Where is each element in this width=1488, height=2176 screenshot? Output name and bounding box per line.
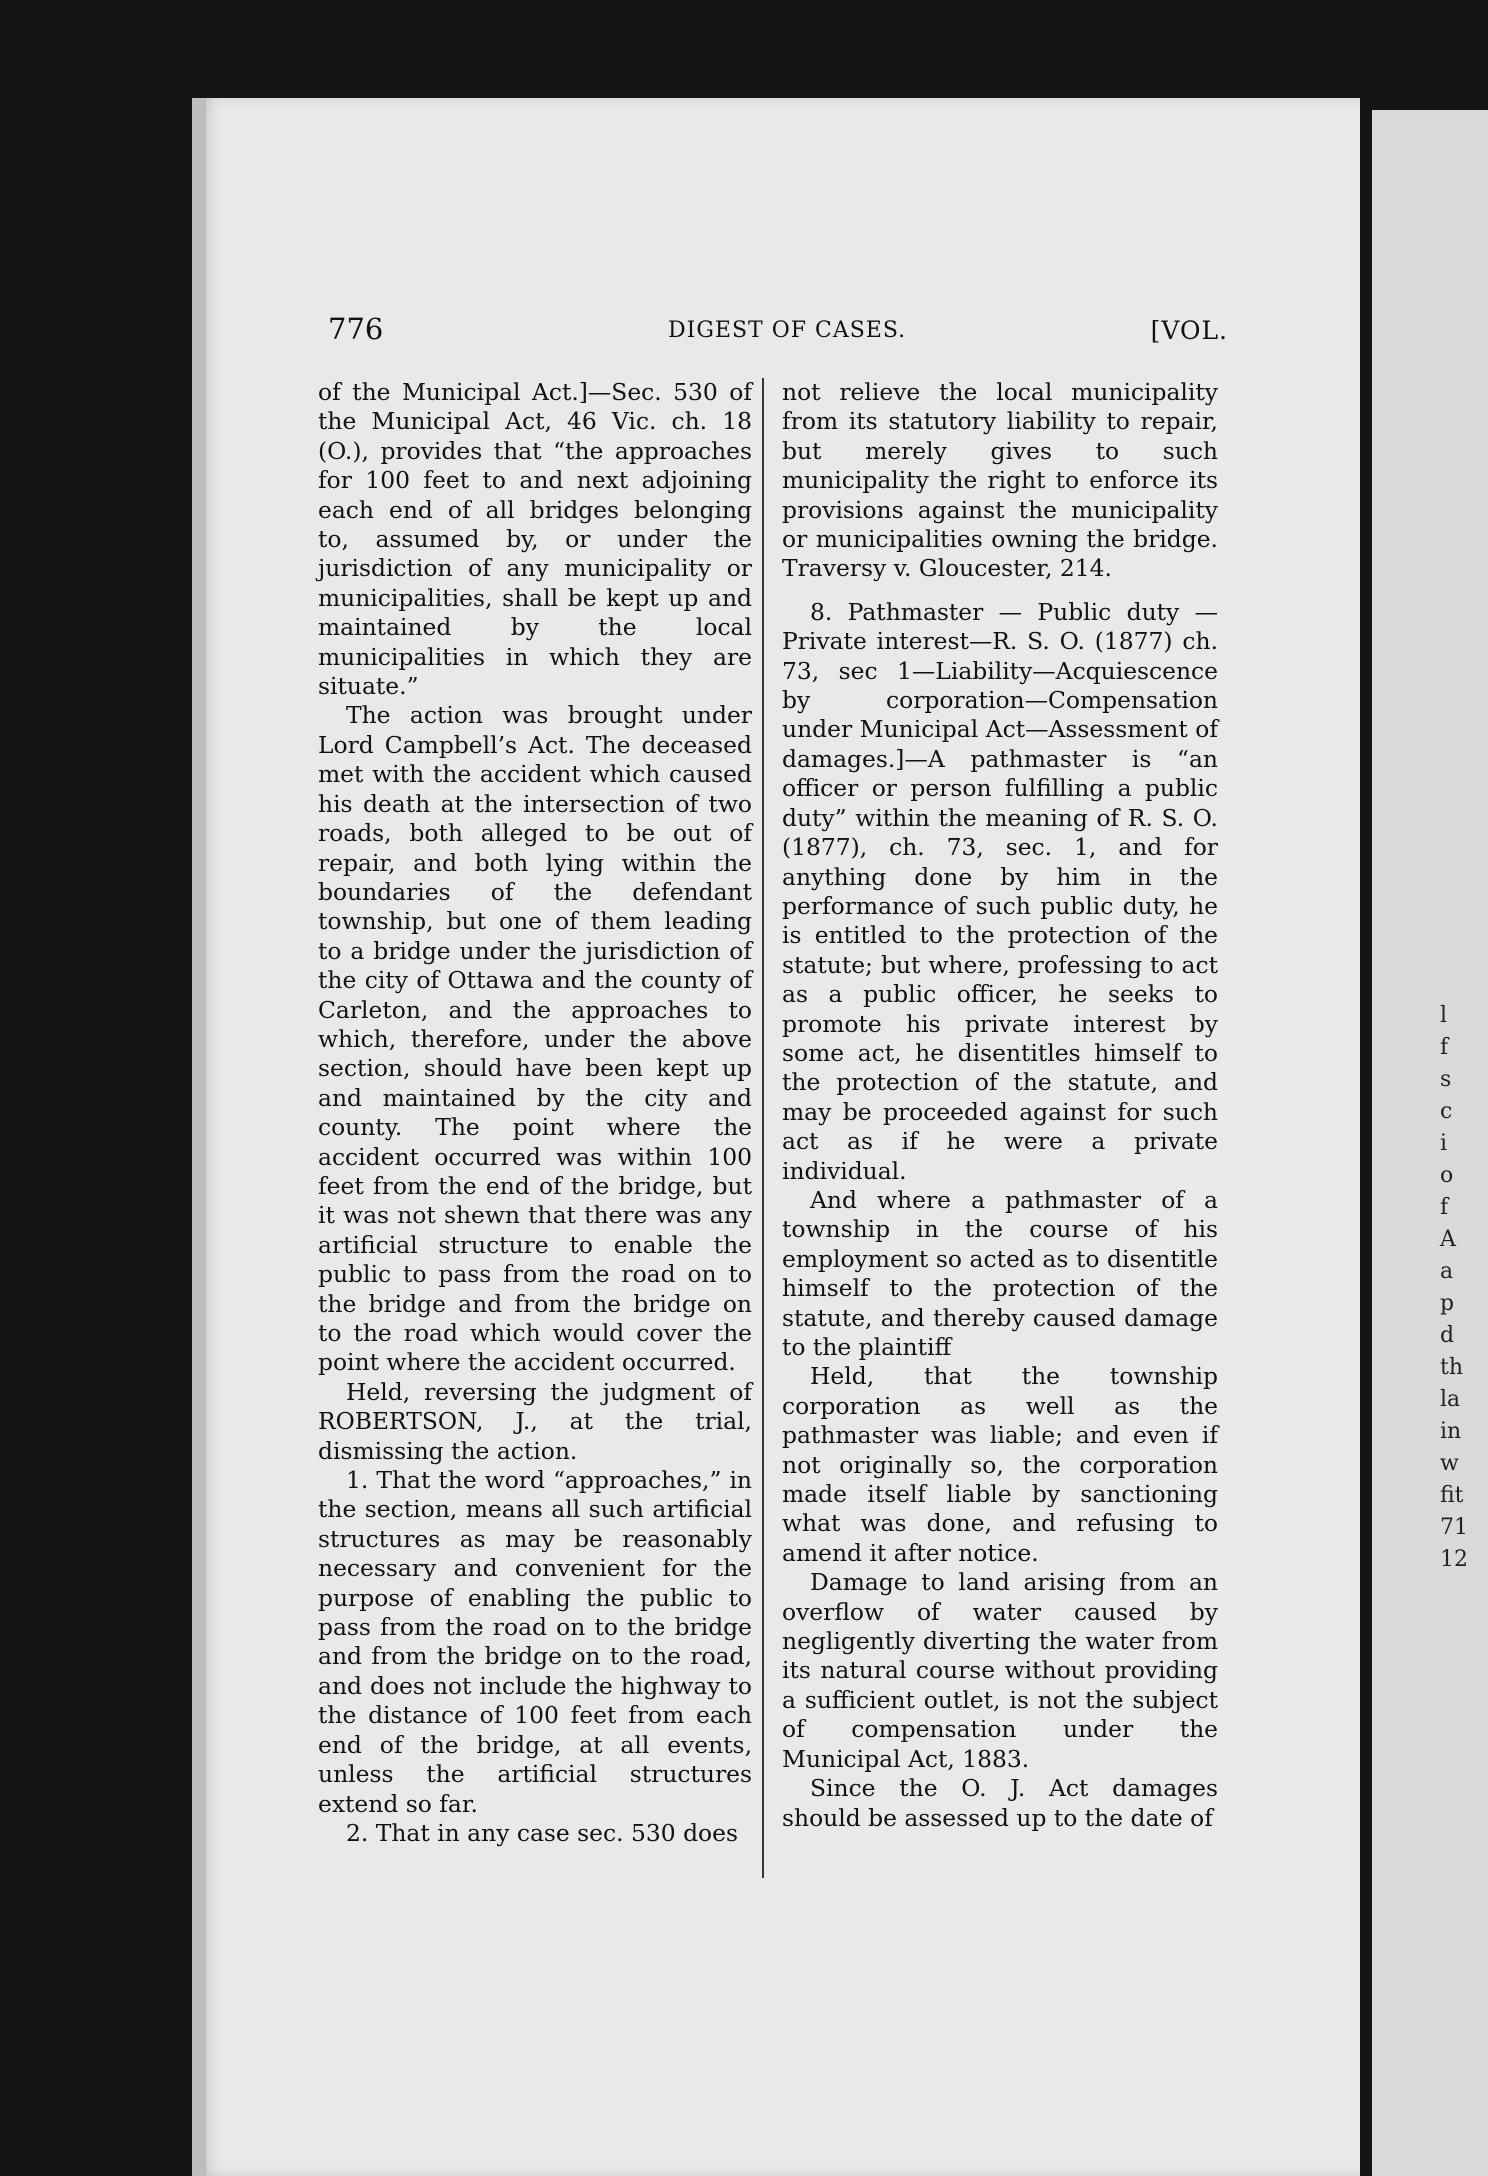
paragraph: 2. That in any case sec. 530 does bbox=[346, 1818, 738, 1847]
fragment: i bbox=[1440, 1131, 1448, 1156]
fragment: s bbox=[1440, 1067, 1452, 1092]
volume-label: [VOL. bbox=[1150, 316, 1228, 345]
fragment: l bbox=[1440, 1003, 1448, 1028]
paragraph: 1. That the word “approaches,” in the section, means all such artificial structures as may be reasonably necessary and convenient for the purpose of enabling the public to pass from the road on to the bridge and from the bridge on to the road, and does not include the highway to the distance of 100 feet from each end of the bridge, at all events, unless the artificial structures extend so far. bbox=[318, 1466, 752, 1818]
paragraph: 8. Pathmaster — Public duty — Private interest—R. S. O. (1877) ch. 73, sec 1—Liability—Acquiescence by corporation—Compensation under Municipal Act—Assessment of damages.]—A pathmaster is “an officer or person fulfilling a public duty” within the meaning of R. S. O. (1877), ch. 73, sec. 1, and for anything done by him in the performance of such public duty, he is entitled to the protection of the statute; but where, professing to act as a public officer, he seeks to promote his private interest by some act, he disentitles himself to the protection of the statute, and may be proceeded against for such act as if he were a private individual. bbox=[782, 597, 1218, 1185]
fragment: p bbox=[1440, 1291, 1455, 1316]
fragment: w bbox=[1440, 1451, 1459, 1476]
fragment: f bbox=[1440, 1195, 1449, 1220]
fragment: a bbox=[1440, 1259, 1454, 1284]
adjacent-page-fragments bbox=[1440, 1000, 1480, 1576]
fragment: in bbox=[1440, 1419, 1462, 1444]
paragraph: not relieve the local municipality from its statutory liability to repair, but merely gives to such municipality the right to enforce its provisions against the municipality or municipalities owning the bridge. Traversy v. Gloucester, 214. bbox=[782, 378, 1218, 583]
paragraph: of the Municipal Act.]—Sec. 530 of the Municipal Act, 46 Vic. ch. 18 (O.), provides that “the approaches for 100 feet to and next adjoining each end of all bridges belonging to, assumed by, or under the jurisdiction of any municipality or municipalities, shall be kept up and maintained by the local municipalities in which they are situate.” bbox=[318, 378, 752, 701]
fragment: 71 bbox=[1440, 1515, 1468, 1540]
fragment: fit bbox=[1440, 1483, 1464, 1508]
fragment: d bbox=[1440, 1323, 1455, 1348]
fragment: 12 bbox=[1440, 1547, 1468, 1572]
paragraph: And where a pathmaster of a township in the course of his employment so acted as to disentitle himself to the protection of the statute, and thereby caused damage to the plaintiff bbox=[782, 1185, 1218, 1361]
paragraph: Held, that the township corporation as well as the pathmaster was liable; and even if not originally so, the corporation made itself liable by sanctioning what was done, and refusing to amend it after notice. bbox=[782, 1362, 1218, 1567]
fragment: f bbox=[1440, 1035, 1449, 1060]
left-column bbox=[318, 378, 752, 1848]
fragment: o bbox=[1440, 1163, 1454, 1188]
page-number: 776 bbox=[328, 312, 384, 346]
fragment: la bbox=[1440, 1387, 1461, 1412]
fragment: th bbox=[1440, 1355, 1464, 1380]
right-column bbox=[782, 378, 1218, 1833]
paragraph: Damage to land arising from an overflow of water caused by negligently diverting the water from its natural course without providing a sufficient outlet, is not the subject of compensation under the Municipal Act, 1883. bbox=[782, 1568, 1218, 1773]
fragment: c bbox=[1440, 1099, 1453, 1124]
paragraph: The action was brought under Lord Campbell’s Act. The deceased met with the accident which caused his death at the intersection of two roads, both alleged to be out of repair, and both lying within the boundaries of the defendant township, but one of them leading to a bridge under the jurisdiction of the city of Ottawa and the county of Carleton, and the approaches to which, therefore, under the above section, should have been kept up and maintained by the city and county. The point where the accident occurred was within 100 feet from the end of the bridge, but it was not shewn that there was any artificial structure to enable the public to pass from the road on to the bridge and from the bridge on to the road which would cover the point where the accident occurred. bbox=[318, 701, 752, 1377]
paragraph: Since the O. J. Act damages should be assessed up to the date of bbox=[782, 1774, 1218, 1832]
fragment: A bbox=[1440, 1227, 1456, 1252]
paragraph: Held, reversing the judgment of ROBERTSON, J., at the trial, dismissing the action. bbox=[318, 1377, 752, 1465]
running-title: DIGEST OF CASES. bbox=[668, 318, 907, 343]
page-gutter-edge bbox=[192, 98, 206, 2176]
column-divider bbox=[762, 378, 764, 1878]
page-header bbox=[328, 312, 1228, 352]
